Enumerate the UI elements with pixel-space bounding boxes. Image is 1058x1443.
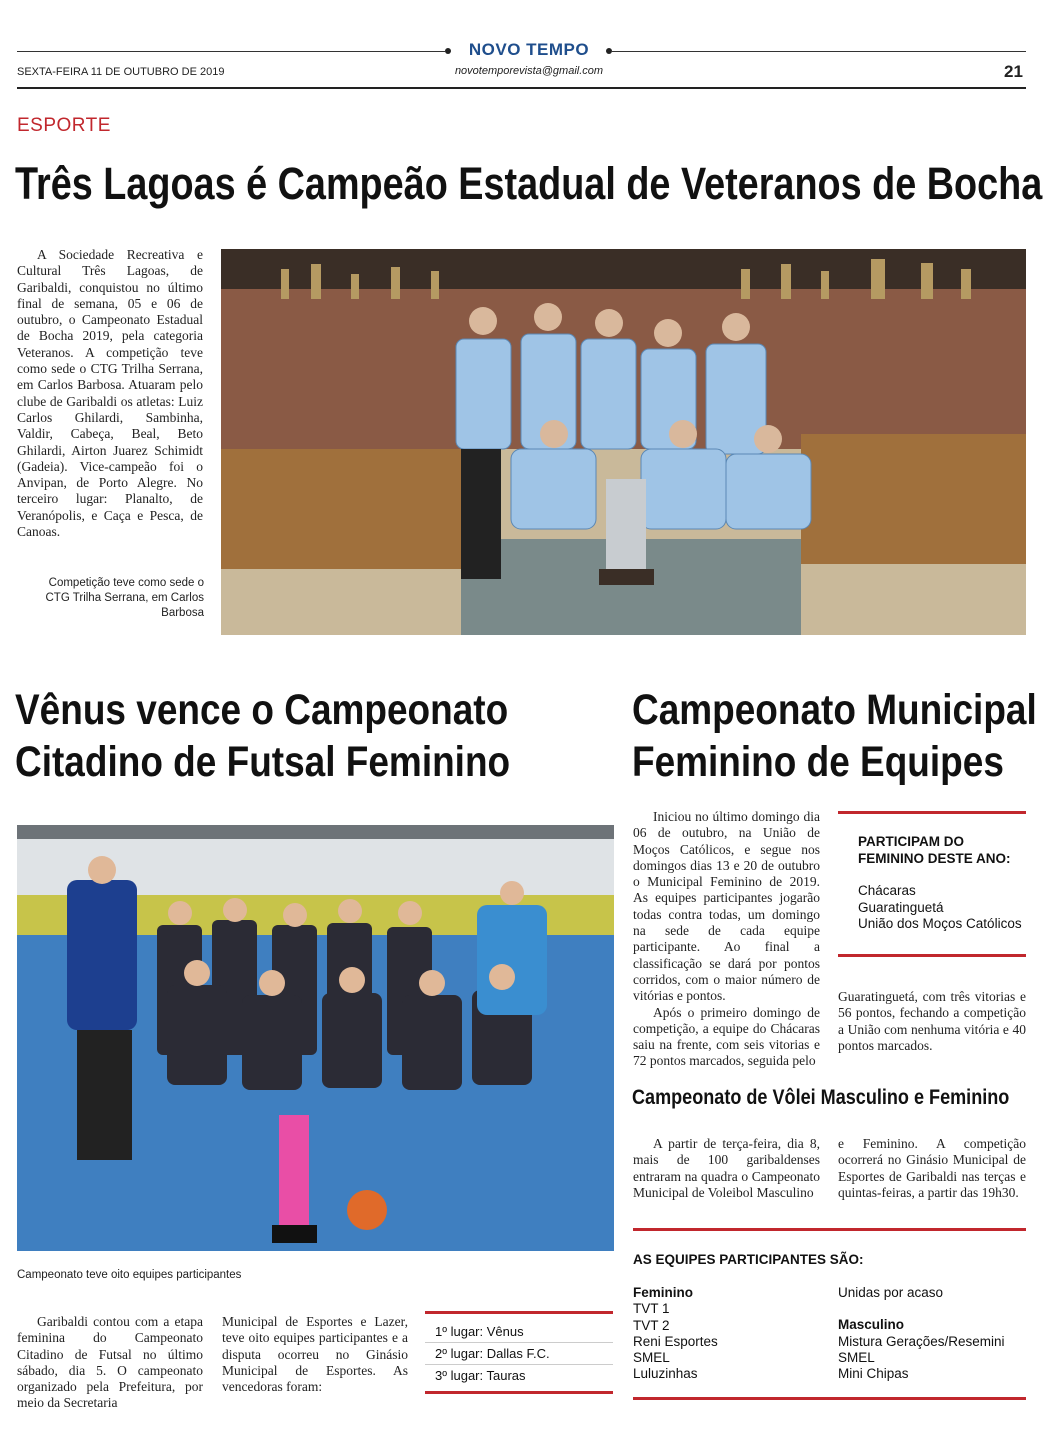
team-item: TVT 2: [633, 1317, 670, 1333]
bocha-photo-illustration: [221, 249, 1026, 635]
winners-bottom-rule: [425, 1391, 613, 1394]
article2-body-col1: [17, 1314, 203, 1412]
article3-headline-line1: Campeonato Municipal: [632, 686, 1037, 734]
winner-2: 2º lugar: Dallas F.C.: [425, 1343, 613, 1365]
article3-paragraph-1: Iniciou no último domingo dia 06 de outubro, na União de Moços Católicos, e segue nos domingos dias 13 e 20 de outubro o Municipal Feminino de 2019. As equipes participantes jogarão todas contra todas, um domingo na sede de cada equipe participante. Ao final a classificação se dará por pontos corridos, com o maior número de vitórias e pontos.: [633, 809, 820, 1004]
article3-body-col1: [633, 809, 820, 1070]
team-item: SMEL: [838, 1349, 875, 1365]
participant-item: Chácaras: [858, 883, 916, 898]
team-item: Reni Esportes: [633, 1333, 718, 1349]
article4-body-col2: [838, 1136, 1026, 1201]
article2-paragraph-col2: Municipal de Esportes e Lazer, teve oito equipes participantes e a disputa ocorreu no Ginásio Municipal de Esportes. As vencedoras foram:: [222, 1314, 408, 1395]
feminino-label: Feminino: [633, 1285, 693, 1300]
participants-box-list: [858, 883, 1026, 933]
participants-box: [858, 833, 1026, 933]
teams-title: AS EQUIPES PARTICIPANTES SÃO:: [633, 1252, 864, 1267]
article2-headline-line1: Vênus vence o Campeonato: [15, 686, 509, 734]
article4-paragraph-col1: A partir de terça-feira, dia 8, mais de 100 garibaldenses entraram na quadra o Campeonato Municipal de Voleibol Masculino: [633, 1136, 820, 1200]
article1-paragraph: A Sociedade Recreativa e Cultural Três Lagoas, de Garibaldi, conquistou no último final de semana, 05 e 06 de outubro, o Campeonato Estadual de Bocha 2019, pela categoria Veteranos. A competição teve como sede o CTG Trilha Serrana, em Carlos Barbosa. Atuaram pelo clube de Garibaldi os atletas: Luiz Carlos Ghilardi, Sambinha, Valdir, Cabeça, Beal, Beto Ghilardi, Airton Juarez Schimidt (Gadeia). Vice-campeão foi o Anvipan, de Porto Alegre. No terceiro lugar: Planalto, de Veranópolis, e Caça e Pesca, de Canoas.: [17, 247, 203, 540]
team-item: Unidas por acaso: [838, 1285, 944, 1300]
article2-body-col2: [222, 1314, 408, 1395]
team-item: SMEL: [633, 1350, 670, 1366]
winner-3: 3º lugar: Tauras: [435, 1368, 526, 1383]
participants-box-top-rule: [838, 811, 1026, 814]
team-item: Mistura Gerações/Resemini: [838, 1333, 1005, 1349]
article3-paragraph-2: Após o primeiro domingo de competição, a equipe do Chácaras saiu na frente, com seis vitorias e 72 pontos marcados, seguida pelo: [633, 1004, 820, 1069]
futsal-photo-illustration: [17, 825, 614, 1251]
team-item: Mini Chipas: [838, 1366, 909, 1382]
futsal-team-photo: [17, 825, 614, 1251]
section-label: ESPORTE: [17, 115, 111, 136]
masthead: NOVO TEMPO: [468, 40, 590, 59]
article4-body-col1: [633, 1136, 820, 1201]
header-divider: [17, 87, 1026, 89]
participants-box-title: PARTICIPAM DO FEMININO DESTE ANO:: [858, 834, 1011, 866]
header-email: novotemporevista@gmail.com: [454, 65, 604, 77]
article1-headline: Três Lagoas é Campeão Estadual de Veteranos de Bocha: [15, 158, 1043, 209]
header-date: SEXTA-FEIRA 11 DE OUTUBRO DE 2019: [17, 66, 225, 78]
page-number: 21: [1004, 62, 1023, 81]
masculino-label: Masculino: [838, 1317, 905, 1333]
participants-box-bottom-rule: [838, 954, 1026, 957]
article2-headline-line2: Citadino de Futsal Feminino: [15, 738, 511, 786]
bocha-team-photo: [221, 249, 1026, 635]
teams-bottom-rule: [633, 1397, 1026, 1400]
team-item: TVT 1: [633, 1301, 670, 1317]
teams-spacer: [838, 1301, 1026, 1317]
article4-paragraph-col2: e Feminino. A competição ocorrerá no Ginásio Municipal de Esportes de Garibaldi nas terças e quintas-feiras, a partir das 19h30.: [838, 1136, 1026, 1200]
participant-item: Guaratinguetá: [858, 899, 944, 915]
winners-list: [425, 1321, 613, 1386]
article2-paragraph-col1: Garibaldi contou com a etapa feminina do Campeonato Citadino de Futsal no último sábado, dia 5. O campeonato organizado pela Prefeitura, por meio da Secretaria: [17, 1314, 203, 1411]
teams-top-rule: [633, 1228, 1026, 1231]
article1-body: [17, 247, 203, 540]
article3-paragraph-col2: Guaratinguetá, com três vitorias e 56 pontos, fechando a competição a União com nenhuma vitória e 40 pontos marcados.: [838, 989, 1026, 1053]
teams-feminino-col1: [633, 1285, 823, 1383]
article4-headline: Campeonato de Vôlei Masculino e Feminino: [632, 1086, 1010, 1109]
team-item: Luluzinhas: [633, 1366, 698, 1382]
article2-caption: Campeonato teve oito equipes participantes: [17, 1269, 242, 1281]
article3-body-col2: [838, 989, 1026, 1054]
teams-col2: [838, 1285, 1026, 1382]
winner-1: 1º lugar: Vênus: [425, 1321, 613, 1343]
article1-caption: Competição teve como sede o CTG Trilha Serrana, em Carlos Barbosa: [45, 577, 204, 619]
participant-item: União dos Moços Católicos: [858, 916, 1022, 931]
article3-headline-line2: Feminino de Equipes: [632, 738, 1004, 786]
winners-top-rule: [425, 1311, 613, 1314]
